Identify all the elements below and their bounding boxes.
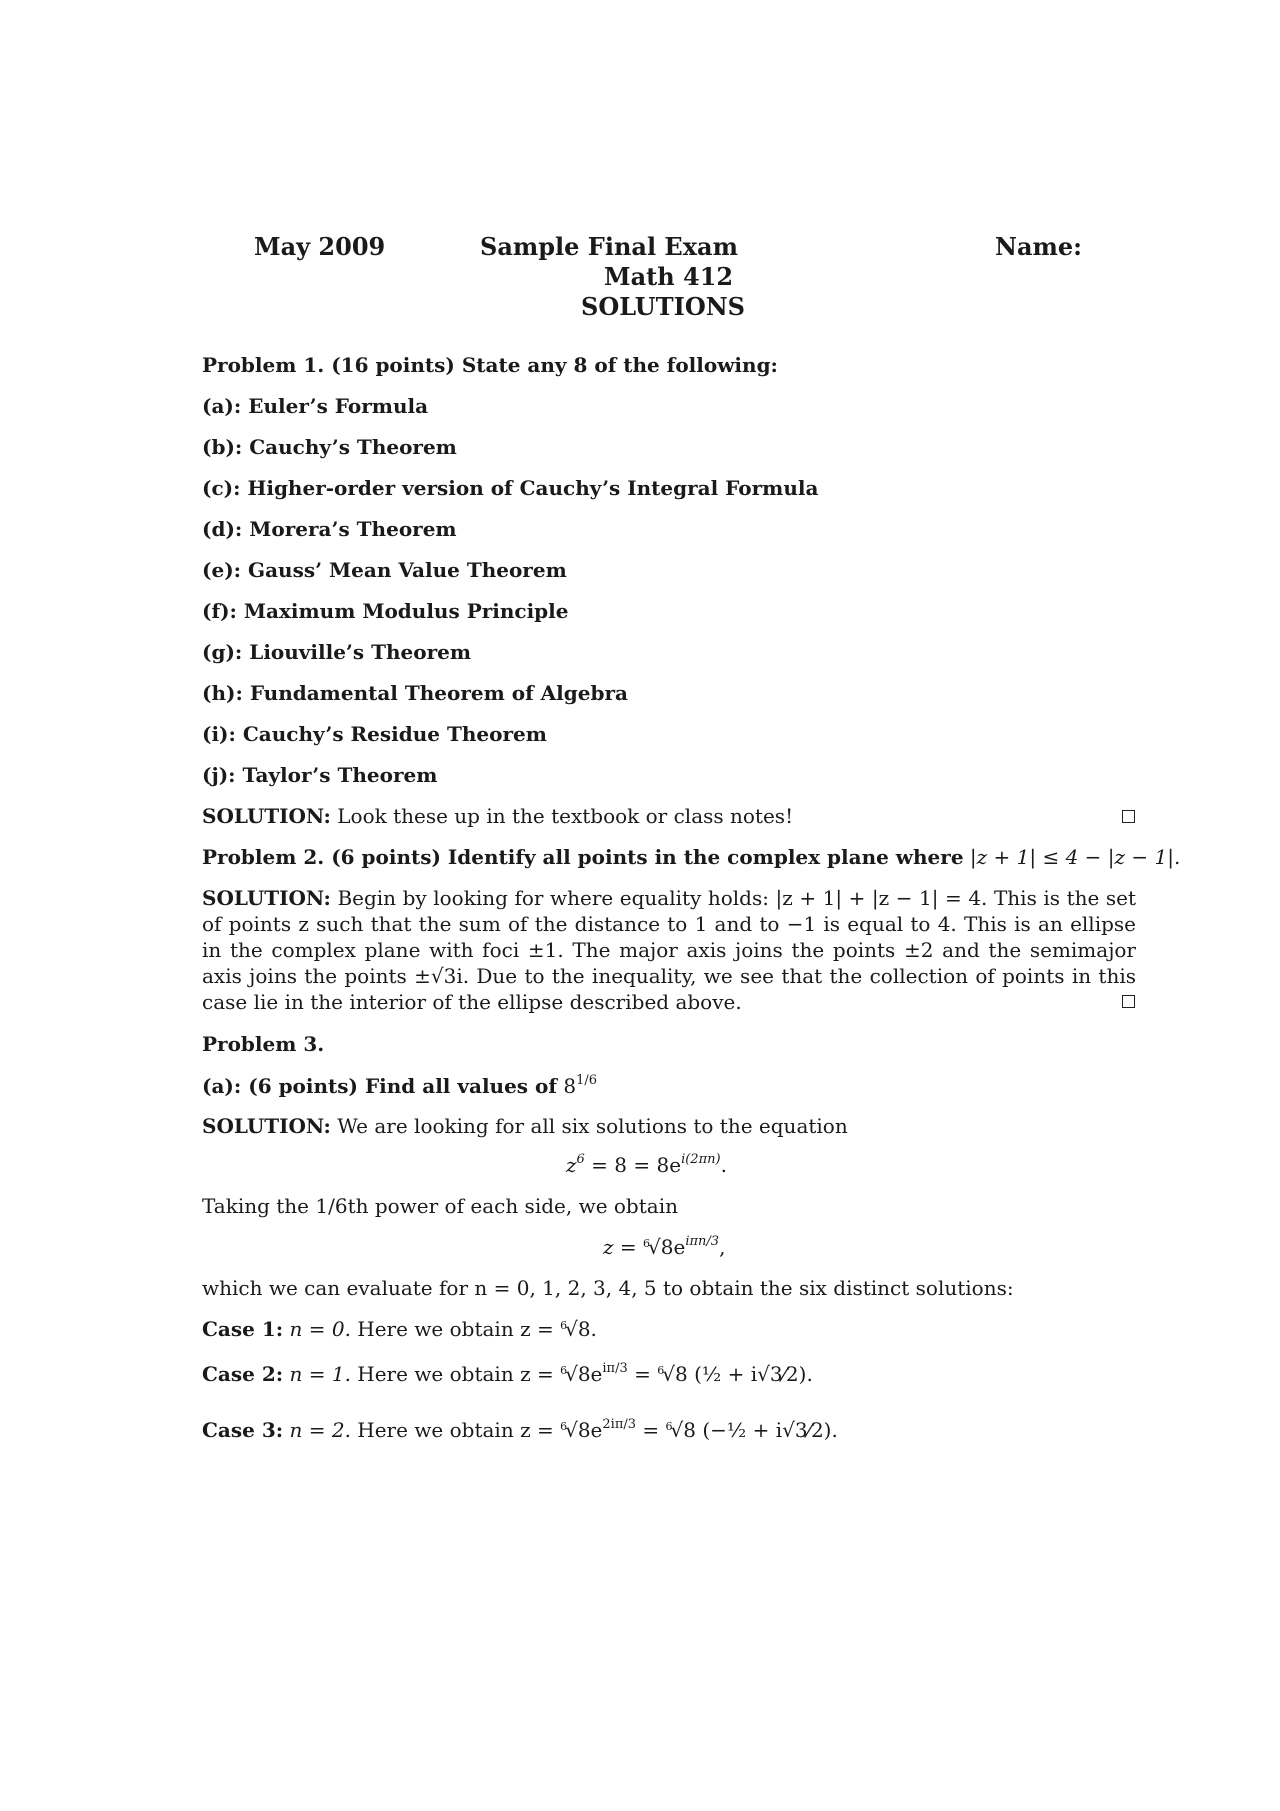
- case-label: Case 3:: [202, 1418, 284, 1442]
- eq2-radical: √8e: [648, 1235, 686, 1259]
- qed-box: [1122, 810, 1135, 823]
- problem-1-item: (e): Gauss’ Mean Value Theorem: [202, 558, 567, 582]
- case-expansion: (½ + i√3⁄2): [694, 1362, 807, 1386]
- problem-1-item: (d): Morera’s Theorem: [202, 517, 457, 541]
- case-1: [202, 1316, 597, 1342]
- case-text: Here we obtain z =: [357, 1362, 561, 1386]
- problem-1-item: (j): Taylor’s Theorem: [202, 763, 438, 787]
- case-equals: =: [627, 1362, 658, 1386]
- eq2-lhs: z =: [603, 1235, 644, 1259]
- solution-label: SOLUTION:: [202, 804, 331, 828]
- root-index: 6: [560, 1364, 568, 1377]
- case-radical-2: √8: [662, 1362, 688, 1386]
- problem-1-heading: Problem 1. (16 points) State any 8 of the following:: [202, 353, 778, 377]
- part-a-exponent: 1/6: [576, 1073, 597, 1088]
- name-label: Name:: [995, 232, 1083, 261]
- root-index: 6: [665, 1420, 673, 1433]
- problem-1-item: (b): Cauchy’s Theorem: [202, 435, 457, 459]
- part-a-base: 8: [563, 1074, 577, 1098]
- problem-2-heading: [202, 844, 1180, 870]
- problem-3-text-2: Taking the 1/6th power of each side, we obtain: [202, 1194, 678, 1218]
- problem-3-solution: [202, 1113, 848, 1139]
- part-a-text: (a): (6 points) Find all values of: [202, 1074, 557, 1098]
- solution-label: SOLUTION:: [202, 1114, 331, 1138]
- root-index: 6: [560, 1420, 568, 1433]
- case-exponent: iπ/3: [602, 1361, 628, 1376]
- case-end: .: [806, 1362, 813, 1386]
- exam-date: May 2009: [254, 232, 386, 261]
- case-text: Here we obtain z =: [357, 1317, 561, 1341]
- case-exponent: 2iπ/3: [602, 1417, 637, 1432]
- problem-1-item: (g): Liouville’s Theorem: [202, 640, 472, 664]
- root-index: 6: [657, 1364, 665, 1377]
- case-radical: √8: [565, 1317, 591, 1341]
- problem-3-part-a: [202, 1073, 597, 1099]
- solution-text: Begin by looking for where equality holds: |z + 1| + |z − 1| = 4. This is the set of points z such that the sum of the distance to 1 and to −1 is equal to 4. This is an ellipse in the complex plane with foci ±1. The major axis joins the points ±2 and the semimajor axis joins the points ±√3i. Due to the inequality, we see that the collection of points in this case lie in the interior of the ellipse described above.: [202, 886, 1137, 1014]
- case-radical-2: √8: [670, 1418, 696, 1442]
- problem-1-item: (a): Euler’s Formula: [202, 394, 429, 418]
- problem-1-item: (h): Fundamental Theorem of Algebra: [202, 681, 628, 705]
- case-condition: n = 0.: [289, 1317, 351, 1341]
- case-3: [202, 1417, 838, 1443]
- problem-3-heading: Problem 3.: [202, 1032, 325, 1056]
- eq1-rhs: = 8 = 8e: [584, 1153, 682, 1177]
- course-name: Math 412: [604, 262, 734, 291]
- case-equals: =: [636, 1418, 666, 1442]
- case-end: .: [590, 1317, 597, 1341]
- case-condition: n = 1.: [289, 1362, 351, 1386]
- case-condition: n = 2.: [289, 1418, 351, 1442]
- case-2: [202, 1361, 813, 1387]
- eq2-end: ,: [719, 1235, 726, 1259]
- problem-2-heading-text: Problem 2. (6 points) Identify all points in the complex plane where: [202, 845, 964, 869]
- case-label: Case 1:: [202, 1317, 284, 1341]
- solutions-heading: SOLUTIONS: [581, 292, 745, 321]
- problem-1-item: (c): Higher-order version of Cauchy’s Integral Formula: [202, 476, 819, 500]
- problem-2-inequality: |z + 1| ≤ 4 − |z − 1|.: [969, 845, 1181, 869]
- case-end: .: [831, 1418, 838, 1442]
- case-radical: √8e: [565, 1418, 603, 1442]
- problem-2-solution: [202, 885, 1136, 1015]
- case-text: Here we obtain z =: [357, 1418, 561, 1442]
- eq1-exponent: 6: [576, 1152, 585, 1167]
- problem-1-item: (i): Cauchy’s Residue Theorem: [202, 722, 547, 746]
- equation-1: [566, 1152, 727, 1178]
- solution-label: SOLUTION:: [202, 886, 331, 910]
- eq1-lhs: z: [566, 1153, 577, 1177]
- eq1-end: .: [720, 1153, 727, 1177]
- solution-text: We are looking for all six solutions to the equation: [337, 1114, 848, 1138]
- qed-box: [1122, 995, 1135, 1008]
- problem-3-text-3: which we can evaluate for n = 0, 1, 2, 3, 4, 5 to obtain the six distinct solutions:: [202, 1276, 1014, 1300]
- problem-1-item: (f): Maximum Modulus Principle: [202, 599, 569, 623]
- exam-title: Sample Final Exam: [480, 232, 738, 261]
- eq1-rhs-exponent: i(2πn): [681, 1152, 721, 1167]
- case-expansion: (−½ + i√3⁄2): [702, 1418, 832, 1442]
- eq2-exponent: iπn/3: [685, 1234, 720, 1249]
- root-index: 6: [643, 1237, 651, 1250]
- equation-2: [603, 1234, 725, 1260]
- root-index: 6: [560, 1319, 568, 1332]
- case-radical: √8e: [565, 1362, 603, 1386]
- case-label: Case 2:: [202, 1362, 284, 1386]
- solution-text: Look these up in the textbook or class notes!: [337, 804, 794, 828]
- problem-1-solution: [202, 803, 793, 829]
